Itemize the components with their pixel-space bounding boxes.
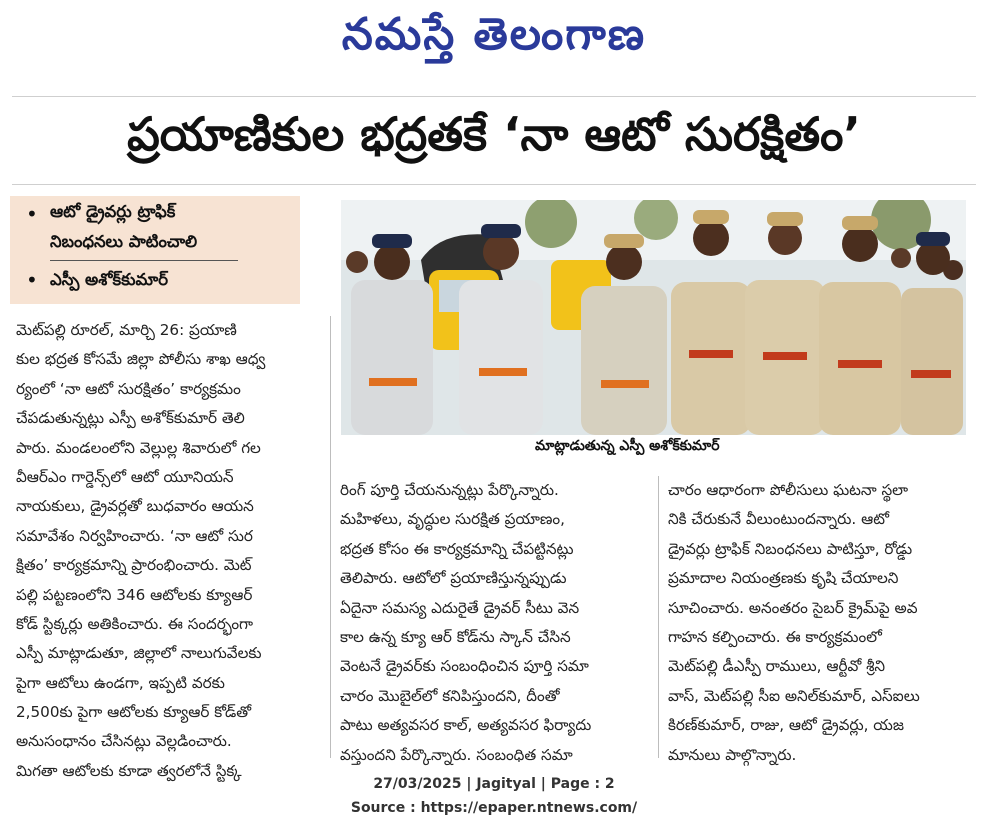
article-headline: ప్రయాణికుల భద్రతకే ‘నా ఆటో సురక్షితం’: [127, 107, 861, 161]
column-divider: [330, 316, 331, 758]
article-line: పాటు అత్యవసర కాల్, అత్యవసర ఫిర్యాదు: [340, 716, 592, 735]
article-line: కోడ్ స్టిక్కర్లు అతికించారు. ఈ సందర్భంగా: [16, 614, 254, 633]
article-line: నికి చేరుకునే వీలుంటుందన్నారు. ఆటో: [668, 510, 889, 529]
highlight-divider: [50, 260, 238, 261]
article-photo: [341, 200, 966, 435]
article-line: మానులు పాల్గొన్నారు.: [668, 745, 797, 764]
highlights-box: [10, 196, 300, 304]
footer-date-edition: 27/03/2025 | Jagityal | Page : 2: [373, 776, 615, 792]
article-line: మెట్‌పల్లి రూరల్, మార్చి 26: ప్రయాణి: [16, 321, 237, 339]
article-line: డ్రైవర్లు ట్రాఫిక్ నిబంధనలు పాటిస్తూ, రోడ్డు: [668, 539, 913, 558]
article-line: మహిళలు, వృద్ధుల సురక్షిత ప్రయాణం,: [340, 510, 565, 529]
masthead-divider: [12, 96, 976, 97]
article-line: 2,500కు పైగా ఆటోలకు క్యూఆర్ కోడ్‌తో: [16, 703, 252, 722]
article-line: తెలిపారు. ఆటోలో ప్రయాణిస్తున్నప్పుడు: [340, 569, 567, 588]
article-column-1: [16, 316, 328, 786]
article-column-3: [668, 476, 974, 770]
article-line: వస్తుందని పేర్కొన్నారు. సంబంధిత సమా: [340, 745, 573, 764]
masthead-title: నమస్తే తెలంగాణ: [341, 9, 647, 60]
article-line: ర్యంలో ‘నా ఆటో సురక్షితం’ కార్యక్రమం: [16, 379, 241, 398]
article-line: భద్రత కోసం ఈ కార్యక్రమాన్ని చేపట్టినట్లు: [340, 539, 574, 558]
article-line: సమావేశం నిర్వహించారు. ‘నా ఆటో సుర: [16, 526, 253, 545]
bullet-icon: •: [26, 268, 38, 292]
article-line: వాస్, మెట్‌పల్లి సీఐ అనిల్‌కుమార్, ఎస్ఐలు: [668, 686, 920, 705]
article-line: చారం మొబైల్‌లో కనిపిస్తుందని, దీంతో: [340, 686, 560, 705]
article-line: ఎస్పీ మాట్లాడుతూ, జిల్లాలో నాలుగువేలకు: [16, 644, 262, 663]
bullet-icon: •: [26, 202, 38, 226]
article-line: పైగా ఆటోలు ఉండగా, ఇప్పటి వరకు: [16, 673, 225, 692]
highlight-line: ఆటో డ్రైవర్లు ట్రాఫిక్: [50, 202, 176, 221]
article-line: నాయకులు, డ్రైవర్లతో బుధవారం ఆయన: [16, 497, 254, 516]
article-line: కిరణ్‌కుమార్, రాజు, ఆటో డ్రైవర్లు, యజ: [668, 716, 904, 735]
article-line: మిగతా ఆటోలకు కూడా త్వరలోనే స్టిక్క: [16, 761, 242, 780]
highlight-line: ఎస్పీ అశోక్‌కుమార్: [50, 270, 168, 289]
article-line: క్షితం’ కార్యక్రమాన్ని ప్రారంభించారు. మెట్: [16, 556, 252, 575]
article-line: కాల ఉన్న క్యూ ఆర్ కోడ్‌ను స్కాన్ చేసిన: [340, 627, 571, 646]
photo-caption: మాట్లాడుతున్న ఎస్పీ అశోక్‌కుమార్: [535, 438, 720, 454]
article-line: మెట్‌పల్లి డీఎస్పీ రాములు, ఆర్టీవో శ్రీని: [668, 657, 886, 676]
article-line: వెంటనే డ్రైవర్‌కు సంబంధించిన పూర్తి సమా: [340, 657, 589, 676]
article-column-2: [340, 476, 652, 770]
article-line: పారు. మండలంలోని వెల్లుల్ల శివారులో గల: [16, 438, 261, 457]
police-officers-photo: [341, 200, 966, 435]
article-line: రింగ్ పూర్తి చేయనున్నట్లు పేర్కొన్నారు.: [340, 481, 559, 499]
column-divider: [658, 476, 659, 758]
article-line: ఏదైనా సమస్య ఎదురైతే డ్రైవర్ సీటు వెన: [340, 598, 580, 617]
article-line: చారం ఆధారంగా పోలీసులు ఘటనా స్థలా: [668, 481, 909, 499]
headline-divider: [12, 184, 976, 185]
footer-source: Source : https://epaper.ntnews.com/: [350, 800, 638, 816]
article-line: పల్లి పట్టణంలోని 346 ఆటోలకు క్యూఆర్: [16, 585, 253, 604]
article-line: వీఆర్ఎం గార్డెన్స్‌లో ఆటో యూనియన్: [16, 467, 234, 486]
article-line: చేపడుతున్నట్లు ఎస్పీ అశోక్‌కుమార్ తెలి: [16, 409, 245, 428]
article-line: సూచించారు. అనంతరం సైబర్ క్రైమ్‌పై అవ: [668, 598, 918, 617]
article-line: గాహన కల్పించారు. ఈ కార్యక్రమంలో: [668, 627, 882, 646]
article-line: కుల భద్రత కోసమే జిల్లా పోలీసు శాఖ ఆధ్వ: [16, 350, 266, 369]
newspaper-masthead: [0, 0, 988, 80]
highlight-line: నిబంధనలు పాటించాలి: [50, 232, 198, 251]
article-line: అనుసంధానం చేసినట్లు వెల్లడించారు.: [16, 732, 232, 751]
article-line: ప్రమాదాల నియంత్రణకు కృషి చేయాలని: [668, 569, 899, 588]
